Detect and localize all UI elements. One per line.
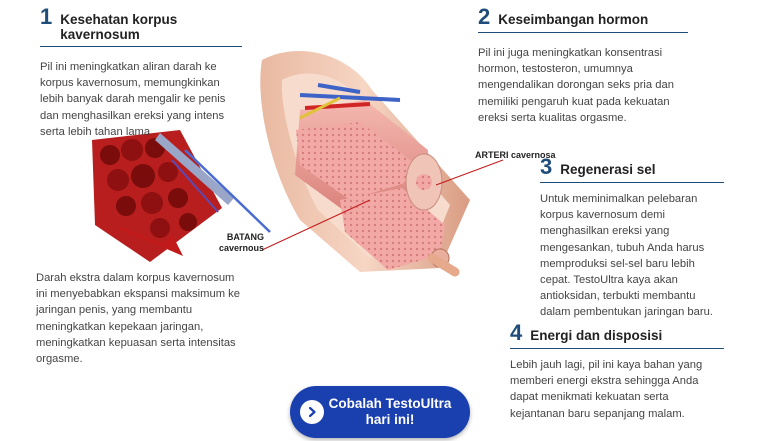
arteri-pointer	[436, 160, 503, 185]
benefit-text: Pil ini juga meningkatkan konsentrasi hormon, testosteron, umumnya mengendalikan dorongan seks pria dan memiliki pengaruh kuat pada kekuatan ereksi serta kualitas orgasme.	[478, 47, 674, 124]
benefit-number: 2	[478, 4, 491, 29]
benefit-header	[40, 6, 242, 47]
benefit-section-2	[478, 6, 688, 126]
benefit-section-4	[510, 322, 724, 422]
benefit-header	[478, 6, 688, 33]
benefit-title: Energi dan disposisi	[530, 328, 663, 343]
benefit-title: Regenerasi sel	[560, 162, 656, 177]
benefit-header	[510, 322, 724, 349]
benefit-text: Untuk meminimalkan pelebaran korpus kavernosum demi menghasilkan ereksi yang mengesankan, tubuh Anda harus memproduksi sel-sel baru lebih cepat. TestoUltra kaya akan antioksidan, terbukti membantu dalam pembentukan jaringan baru.	[540, 193, 713, 319]
penis-cross-section	[260, 51, 470, 272]
benefit-title: Kesehatan korpus kavernosum	[60, 12, 178, 42]
benefit-text: Lebih jauh lagi, pil ini kaya bahan yang memberi energi ekstra sehingga Anda dapat menikmati kekuatan serta kejantanan baru sepanjang malam.	[510, 359, 703, 420]
benefit-number: 1	[40, 4, 53, 29]
benefit-section-3	[540, 156, 724, 321]
arteri-label: ARTERI cavernosa	[475, 150, 556, 160]
try-now-button[interactable]	[290, 386, 470, 438]
benefit-number: 3	[540, 154, 553, 179]
try-now-label: Cobalah TestoUltra hari ini!	[328, 396, 452, 427]
batang-label: BATANG cavernous	[218, 232, 264, 253]
benefit-section-1	[40, 6, 242, 140]
chevron-right-icon	[300, 400, 324, 424]
benefit-title: Keseimbangan hormon	[498, 12, 649, 27]
benefit-text: Pil ini meningkatkan aliran darah ke korpus kavernosum, memungkinkan lebih banyak darah mengalir ke penis dan menghasilkan ereksi yang intens serta lebih tahan lama.	[40, 61, 226, 138]
tissue-description: Darah ekstra dalam korpus kavernosum ini menyebabkan ekspansi maksimum ke jaringan penis, yang membantu meningkatkan kepekaan jaringan, meningkatkan kepuasan serta intensitas orgasme.	[36, 272, 240, 366]
benefit-number: 4	[510, 320, 523, 345]
